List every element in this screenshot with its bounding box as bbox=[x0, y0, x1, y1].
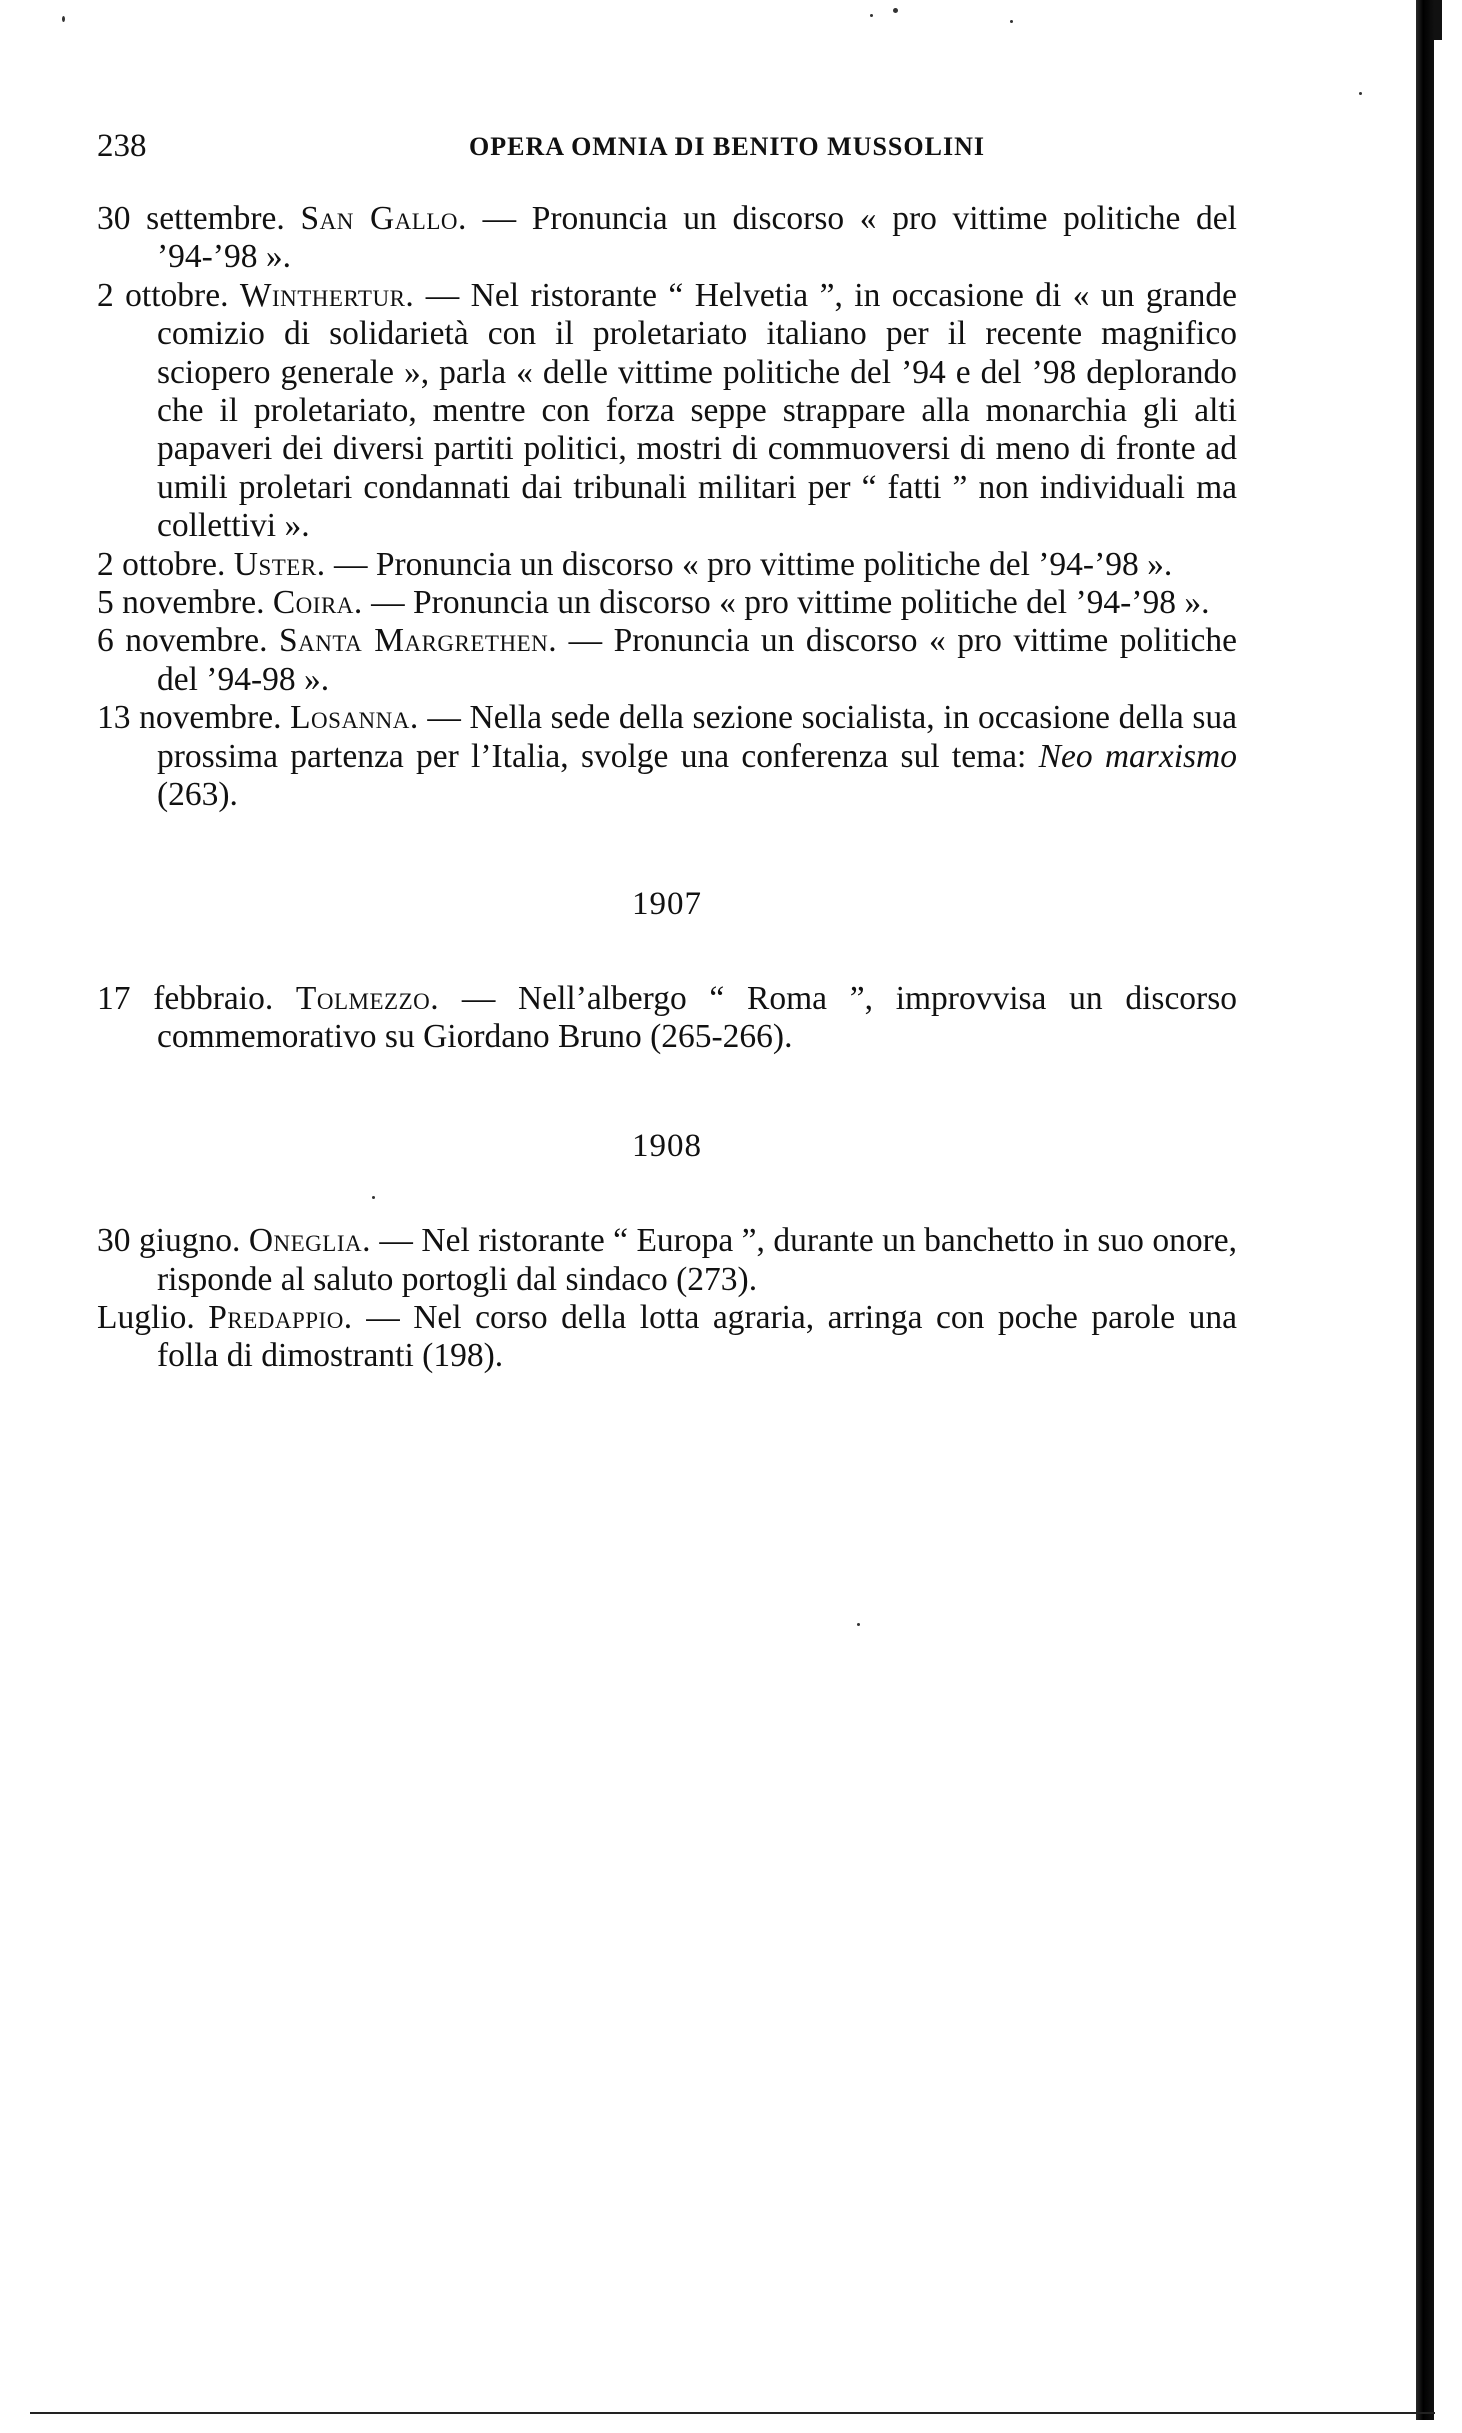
entry-place: San Gallo. bbox=[300, 200, 467, 237]
page-number: 238 bbox=[97, 128, 147, 164]
chronology-entry bbox=[97, 584, 1237, 622]
entry-place: Santa Margrethen. bbox=[279, 622, 558, 660]
chronology-entry bbox=[97, 546, 1237, 584]
bottom-rule bbox=[30, 2412, 1435, 2414]
entry-place: Tolmezzo. bbox=[295, 979, 440, 1017]
scan-speck bbox=[893, 8, 898, 13]
entry-text: — Nell’albergo “ Roma ”, improvvisa un discorso commemorativo su Giordano Bruno (265-266). bbox=[157, 979, 1238, 1056]
chronology-entry bbox=[97, 699, 1237, 814]
chronology-section bbox=[97, 885, 1237, 1057]
entry-text: — Nel ristorante “ Europa ”, durante un banchetto in suo onore, risponde al saluto portogli dal sindaco (273). bbox=[157, 1222, 1237, 1298]
scan-speck bbox=[1359, 92, 1362, 95]
entry-text: — Pronuncia un discorso « pro vittime politiche del ’94-’98 ». bbox=[157, 200, 1237, 276]
entry-date: 17 febbraio. bbox=[97, 979, 296, 1017]
chronology-section bbox=[97, 200, 1237, 815]
scan-speck bbox=[62, 16, 65, 22]
entry-place: Oneglia. bbox=[248, 1222, 371, 1260]
chronology-entry bbox=[97, 1299, 1237, 1376]
entry-date: 6 novembre. bbox=[97, 622, 280, 660]
entry-place: Coira. bbox=[272, 584, 363, 622]
entry-place: Winthertur. bbox=[239, 276, 415, 314]
chronology-entry bbox=[97, 277, 1237, 546]
scan-speck bbox=[857, 1623, 860, 1626]
chronology-entry bbox=[97, 1222, 1237, 1299]
entry-text: — Nel corso della lotta agraria, arringa con poche parole una folla di dimostranti (198). bbox=[157, 1298, 1237, 1375]
entry-text: — Nel ristorante “ Helvetia ”, in occasione di « un grande comizio di solidarietà con il proletariato italiano per il recente magnifico sciopero generale », parla « delle vittime politiche del ’94 e del ’98 deplorando che il proletariato, mentre con forza seppe strappare alla monarchia gli alti papaveri dei diversi partiti politici, mostri di commuoversi di meno di fronte ad umili proletari condannati dai tribunali militari per “ fatti ” non individuali ma collettivi ». bbox=[157, 276, 1237, 545]
year-heading: 1908 bbox=[632, 1127, 702, 1164]
binding-edge bbox=[1416, 0, 1434, 2420]
chronology-entry bbox=[97, 622, 1237, 699]
entry-text: — Pronuncia un discorso « pro vittime politiche del ’94-’98 ». bbox=[362, 584, 1210, 622]
entry-date: 30 settembre. bbox=[97, 200, 301, 237]
entry-date: 13 novembre. bbox=[97, 699, 291, 737]
entry-text: — Pronuncia un discorso « pro vittime politiche del ’94-98 ». bbox=[157, 622, 1237, 698]
entry-text: — Pronuncia un discorso « pro vittime politiche del ’94-’98 ». bbox=[325, 545, 1173, 583]
chronology-entry bbox=[97, 980, 1237, 1057]
scan-speck bbox=[1010, 20, 1013, 23]
entry-title: Neo marxismo bbox=[1038, 737, 1237, 775]
year-heading: 1907 bbox=[632, 885, 702, 922]
entry-date: Luglio. bbox=[97, 1298, 209, 1336]
entry-text: — Nella sede della sezione socialista, in occasione della sua prossima partenza per l’Italia, svolge una conferenza sul tema: bbox=[157, 699, 1238, 775]
page-header bbox=[97, 128, 1237, 168]
entry-date: 2 ottobre. bbox=[97, 276, 240, 314]
entry-date: 5 novembre. bbox=[97, 584, 273, 622]
chronology-entry bbox=[97, 200, 1237, 277]
entry-date: 2 ottobre. bbox=[97, 545, 234, 583]
entry-date: 30 giugno. bbox=[97, 1222, 249, 1260]
chronology-section bbox=[97, 1127, 1237, 1376]
running-title: OPERA OMNIA DI BENITO MUSSOLINI bbox=[469, 132, 985, 161]
entry-place: Predappio. bbox=[208, 1298, 353, 1336]
entry-place: Uster. bbox=[233, 545, 326, 583]
entry-reference: (263). bbox=[157, 776, 238, 814]
scan-speck bbox=[870, 14, 873, 17]
chronology-content bbox=[97, 200, 1237, 1376]
entry-place: Losanna. bbox=[290, 699, 419, 737]
